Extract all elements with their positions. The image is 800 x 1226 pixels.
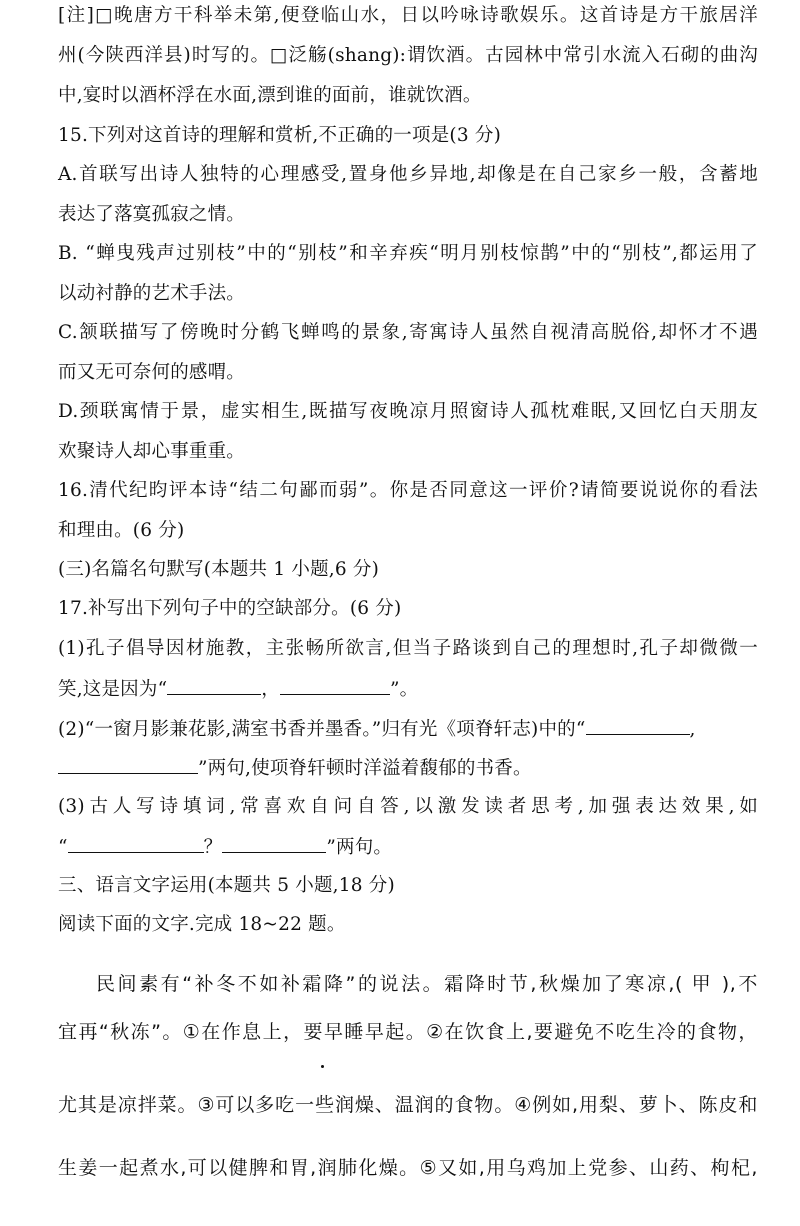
q17-part-3-line-1: (3)古人写诗填词,常喜欢自问自答,以激发读者思考,加强表达效果,如 (58, 796, 758, 817)
q17-part-2-suffix: ”两句,使项脊轩顿时洋溢着馥郁的书香。 (198, 758, 532, 779)
note-line-1: [注]□晚唐方干科举未第,便登临山水，日以吟咏诗歌娱乐。这首诗是方干旅居洋 (58, 5, 758, 26)
q17-part-2-comma: , (689, 719, 696, 740)
part-3-heading: 三、语言文字运用(本题共 5 小题,18 分) (58, 875, 395, 896)
answer-blank-4[interactable] (58, 755, 198, 774)
answer-blank-5[interactable] (68, 834, 204, 853)
emphasis-dot (321, 1065, 324, 1068)
q17-part-1-separator: ， (261, 679, 280, 700)
answer-blank-6[interactable] (222, 834, 326, 853)
section-3-heading: (三)名篇名句默写(本题共 1 小题,6 分) (58, 559, 380, 580)
q17-part-2-prefix: (2)“一窗月影兼花影,满室书香并墨香。”归有光《项脊轩志)中的“ (58, 719, 586, 740)
option-a-line-2: 表达了落寞孤寂之情。 (58, 204, 246, 225)
option-c-line-2: 而又无可奈何的感喟。 (58, 362, 246, 383)
q17-part-1-line-2 (58, 676, 758, 702)
option-d-line-1: D.颈联寓情于景，虚实相生,既描写夜晚凉月照窗诗人孤枕难眠,又回忆白天朋友 (58, 401, 758, 422)
option-d-line-2: 欢聚诗人却心事重重。 (58, 441, 246, 462)
question-15-stem: 15.下列对这首诗的理解和赏析,不正确的一项是(3 分) (58, 125, 501, 146)
option-b-line-1: B. “蝉曳残声过别枝”中的“别枝”和辛弃疾“明月别枝惊鹊”中的“别枝”,都运用了 (58, 243, 758, 264)
part-3-instruction: 阅读下面的文字.完成 18~22 题。 (58, 914, 346, 935)
passage-line-1: 民间素有“补冬不如补霜降”的说法。霜降时节,秋燥加了寒凉,( 甲 ),不 (96, 973, 758, 995)
option-c-line-1: C.颔联描写了傍晚时分鹤飞蝉鸣的景象,寄寓诗人虽然自视清高脱俗,却怀才不遇 (58, 322, 758, 343)
q17-part-2-line-1 (58, 716, 758, 742)
q17-part-2-line-2 (58, 755, 758, 781)
q17-part-1-prefix: 笑,这是因为“ (58, 679, 168, 700)
q17-part-1-line-1: (1)孔子倡导因材施教，主张畅所欲言,但当子路谈到自己的理想时,孔子却微微一 (58, 638, 758, 659)
option-b-line-2: 以动衬静的艺术手法。 (58, 283, 246, 304)
option-a-line-1: A.首联写出诗人独特的心理感受,置身他乡异地,却像是在自己家乡一般，含蓄地 (58, 164, 758, 185)
q17-part-3-suffix: ”两句。 (326, 837, 393, 858)
answer-blank-1[interactable] (167, 676, 261, 695)
question-17-stem: 17.补写出下列句子中的空缺部分。(6 分) (58, 598, 402, 619)
question-16-line-1: 16.清代纪昀评本诗“结二句鄙而弱”。你是否同意这一评价?请简要说说你的看法 (58, 480, 758, 501)
passage-line-4: 生姜一起煮水,可以健脾和胃,润肺化燥。⑤又如,用乌鸡加上党参、山药、枸杞, (58, 1157, 758, 1179)
question-16-line-2: 和理由。(6 分) (58, 520, 185, 541)
passage-line-2: 宜再“秋冻”。①在作息上，要早睡早起。②在饮食上,要避免不吃生冷的食物， (58, 1021, 758, 1043)
note-line-3: 中,宴时以酒杯浮在水面,漂到谁的面前，谁就饮酒。 (58, 85, 482, 106)
q17-part-3-question-mark: ？ (203, 837, 223, 858)
q17-part-1-suffix: ”。 (389, 679, 419, 700)
answer-blank-3[interactable] (586, 716, 690, 735)
passage-line-3: 尤其是凉拌菜。③可以多吃一些润燥、温润的食物。④例如,用梨、萝卜、陈皮和 (58, 1094, 758, 1116)
q17-part-3-line-2 (58, 834, 758, 860)
answer-blank-2[interactable] (280, 676, 390, 695)
note-line-2: 州(今陕西洋县)时写的。□泛觞(shang):谓饮酒。古园林中常引水流入石砌的曲沟 (58, 45, 758, 66)
q17-part-3-prefix: “ (58, 837, 68, 858)
